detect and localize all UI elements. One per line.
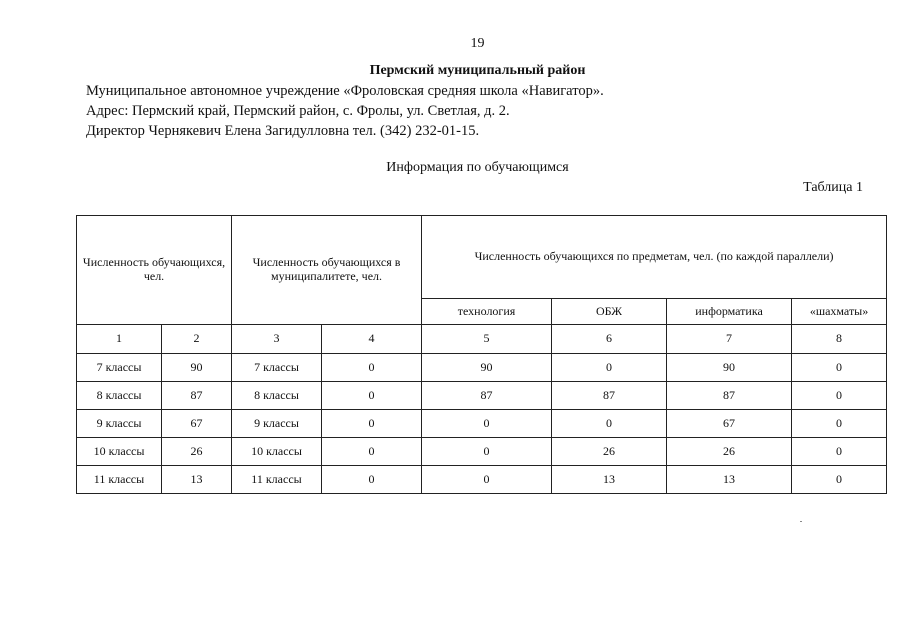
column-number: 4 <box>322 325 422 354</box>
table-cell: 67 <box>667 410 792 438</box>
table-cell: 26 <box>667 438 792 466</box>
column-number-row <box>77 325 887 354</box>
table-cell: 0 <box>792 466 887 494</box>
table-cell: 26 <box>162 438 232 466</box>
table-cell: 8 классы <box>77 382 162 410</box>
table-row <box>77 410 887 438</box>
table-cell: 11 классы <box>232 466 322 494</box>
column-number: 2 <box>162 325 232 354</box>
table-cell: 0 <box>422 466 552 494</box>
table-cell: 0 <box>552 354 667 382</box>
subject-header: ОБЖ <box>552 299 667 325</box>
table-cell: 0 <box>792 354 887 382</box>
column-number: 8 <box>792 325 887 354</box>
table-cell: 0 <box>322 438 422 466</box>
table-cell: 87 <box>422 382 552 410</box>
table-cell: 9 классы <box>77 410 162 438</box>
subject-header: технология <box>422 299 552 325</box>
header-subjects: Численность обучающихся по предметам, чел. (по каждой параллели) <box>422 216 887 299</box>
table-cell: 87 <box>162 382 232 410</box>
table-cell: 9 классы <box>232 410 322 438</box>
table-row <box>77 354 887 382</box>
table-cell: 13 <box>552 466 667 494</box>
table-number: Таблица 1 <box>803 180 863 195</box>
subject-header: информатика <box>667 299 792 325</box>
table-cell: 90 <box>162 354 232 382</box>
table-cell: 67 <box>162 410 232 438</box>
director-line: Директор Чернякевич Елена Загидулловна тел. (342) 232-01-15. <box>86 123 480 139</box>
table-cell: 0 <box>792 438 887 466</box>
table-cell: 0 <box>792 410 887 438</box>
group-header-row <box>77 216 887 299</box>
table-cell: 0 <box>552 410 667 438</box>
table-cell: 10 классы <box>77 438 162 466</box>
table-cell: 0 <box>422 410 552 438</box>
students-table-container <box>76 215 887 494</box>
table-cell: 8 классы <box>232 382 322 410</box>
table-cell: 0 <box>322 410 422 438</box>
table-row <box>77 438 887 466</box>
scan-artifact <box>800 521 802 522</box>
table-cell: 10 классы <box>232 438 322 466</box>
table-caption: Информация по обучающимся <box>386 160 569 175</box>
table-cell: 7 классы <box>77 354 162 382</box>
table-cell: 0 <box>792 382 887 410</box>
table-cell: 13 <box>667 466 792 494</box>
table-row <box>77 466 887 494</box>
table-cell: 90 <box>667 354 792 382</box>
school-name-line: Муниципальное автономное учреждение «Фроловская средняя школа «Навигатор». <box>86 83 604 99</box>
table-cell: 11 классы <box>77 466 162 494</box>
table-cell: 13 <box>162 466 232 494</box>
table-cell: 0 <box>322 466 422 494</box>
column-number: 5 <box>422 325 552 354</box>
header-students: Численность обучающихся, чел. <box>77 216 232 325</box>
table-cell: 90 <box>422 354 552 382</box>
table-cell: 26 <box>552 438 667 466</box>
column-number: 1 <box>77 325 162 354</box>
address-line: Адрес: Пермский край, Пермский район, с. Фролы, ул. Светлая, д. 2. <box>86 103 510 119</box>
table-cell: 87 <box>552 382 667 410</box>
table-cell: 87 <box>667 382 792 410</box>
table-cell: 0 <box>322 382 422 410</box>
page-number: 19 <box>470 36 485 51</box>
column-number: 7 <box>667 325 792 354</box>
students-table <box>76 215 887 494</box>
column-number: 3 <box>232 325 322 354</box>
table-row <box>77 382 887 410</box>
subject-header: «шахматы» <box>792 299 887 325</box>
header-municipality: Численность обучающихся в муниципалитете, чел. <box>232 216 422 325</box>
district-title: Пермский муниципальный район <box>369 63 586 78</box>
column-number: 6 <box>552 325 667 354</box>
table-cell: 0 <box>422 438 552 466</box>
table-cell: 0 <box>322 354 422 382</box>
table-cell: 7 классы <box>232 354 322 382</box>
